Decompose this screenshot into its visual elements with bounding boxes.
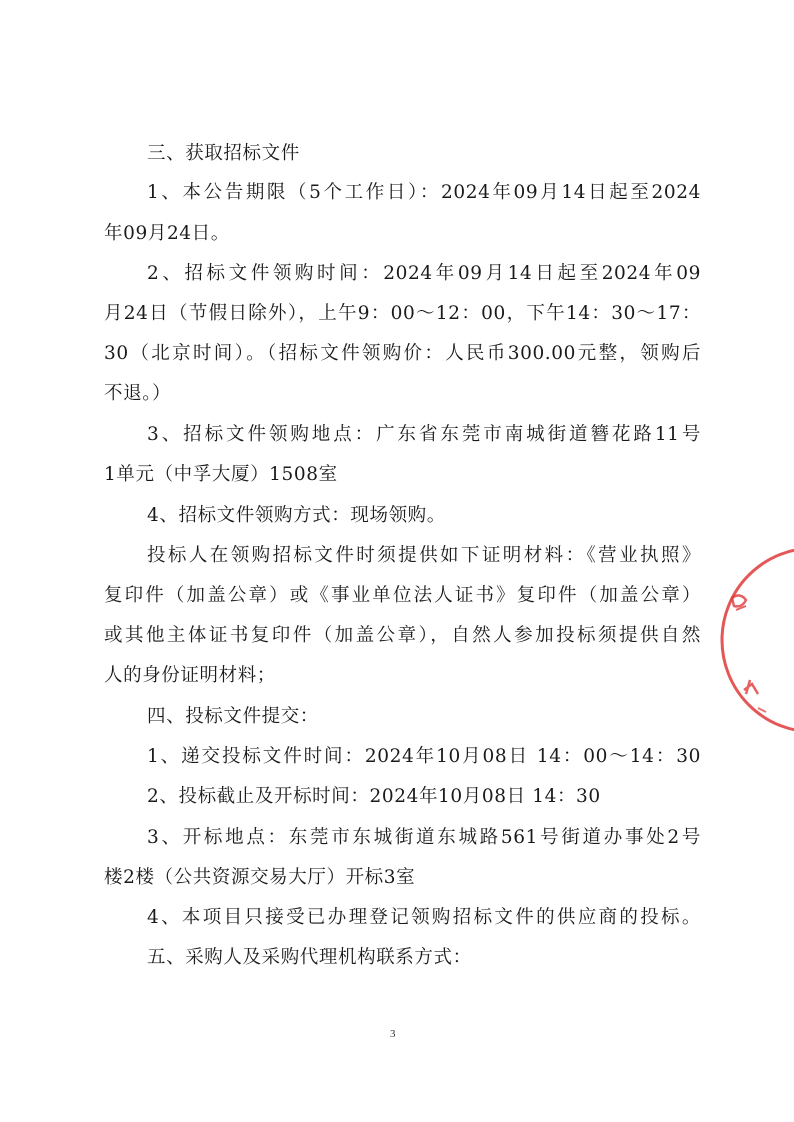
official-seal-icon [714, 540, 794, 740]
page-number: 3 [390, 1028, 396, 1040]
section-5-heading: 五、采购人及采购代理机构联系方式： [147, 947, 472, 968]
s3-item-1-line-1: 1、本公告期限（5个工作日）：2024年09月14日起至2024 [147, 182, 701, 203]
s3-item-3-line-1: 3、招标文件领购地点：广东省东莞市南城街道簪花路11号 [147, 424, 701, 445]
s4-item-2: 2、投标截止及开标时间：2024年10月08日 14：30 [147, 786, 601, 807]
s3-item-2-line-2: 月24日（节假日除外），上午9：00～12：00，下午14：30～17： [104, 303, 701, 324]
s3-item-2-line-4: 不退。） [104, 383, 172, 404]
s3-note-line-2: 复印件（加盖公章）或《事业单位法人证书》复印件（加盖公章） [104, 585, 701, 606]
section-3-heading: 三、获取招标文件 [147, 143, 300, 164]
s3-item-4: 4、招标文件领购方式：现场领购。 [147, 505, 446, 526]
section-4-heading: 四、投标文件提交： [147, 706, 319, 727]
s3-item-1-line-2: 年09月24日。 [104, 223, 230, 244]
s4-item-3-line-2: 楼2楼（公共资源交易大厅）开标3室 [104, 867, 416, 888]
s3-note-line-1: 投标人在领购招标文件时须提供如下证明材料：《营业执照》 [147, 545, 701, 566]
s3-item-3-line-2: 1单元（中孚大厦）1508室 [104, 464, 338, 485]
s3-item-2-line-3: 30（北京时间）。（招标文件领购价：人民币300.00元整，领购后 [104, 343, 701, 364]
s4-item-3-line-1: 3、开标地点：东莞市东城街道东城路561号街道办事处2号 [147, 827, 701, 848]
s3-note-line-4: 人的身份证明材料； [104, 665, 276, 686]
s3-item-2-line-1: 2、招标文件领购时间：2024年09月14日起至2024年09 [147, 263, 701, 284]
s4-item-1: 1、递交投标文件时间：2024年10月08日 14：00～14：30 [147, 746, 701, 767]
s4-item-4: 4、本项目只接受已办理登记领购招标文件的供应商的投标。 [147, 907, 701, 928]
s3-note-line-3: 或其他主体证书复印件（加盖公章），自然人参加投标须提供自然 [104, 625, 701, 646]
